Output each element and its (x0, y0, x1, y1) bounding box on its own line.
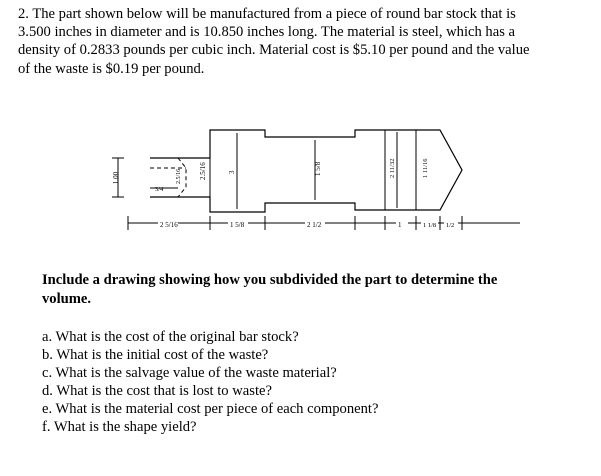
instruction-line: volume. (42, 290, 92, 307)
question-item: a. What is the cost of the original bar stock? (42, 329, 299, 345)
problem-line: of the waste is $0.19 per pound. (18, 60, 205, 77)
problem-line: 3.500 inches in diameter and is 10.850 inches long. The material is steel, which has a (18, 24, 516, 41)
question-item: d. What is the cost that is lost to waste? (42, 382, 272, 399)
dim-right-a: 2 11/32 (389, 158, 396, 178)
question-list (42, 329, 582, 436)
dim-len-3: 2 1/2 (307, 221, 322, 229)
dim-small-dia: 2.5/16 (199, 162, 207, 180)
dim-mid-dia: 1 5/8 (314, 161, 322, 176)
dim-left-height: 1.00 (112, 171, 120, 185)
question-item: f. What is the shape yield? (42, 418, 197, 435)
problem-line: density of 0.2833 pounds per cubic inch. Material cost is $5.10 per pound and the value (18, 42, 530, 59)
instruction-line: Include a drawing showing how you subdivided the part to determine the (42, 272, 498, 288)
part-outline (150, 130, 462, 212)
dim-len-1: 2 5/16 (160, 221, 178, 229)
dim-len-4: 1 (398, 221, 402, 229)
question-item: b. What is the initial cost of the waste? (42, 346, 269, 363)
dim-hole-depth: 3/4 (155, 186, 164, 193)
problem-line: 2. The part shown below will be manufactured from a piece of round bar stock that is (18, 6, 516, 22)
question-item: c. What is the salvage value of the waste material? (42, 364, 337, 381)
dim-len-6: 1/2 (446, 222, 455, 229)
dim-right-b: 1 11/16 (422, 158, 429, 178)
dim-len-2: 1 5/8 (230, 221, 245, 229)
question-item: e. What is the material cost per piece of each component? (42, 400, 379, 417)
instruction-text (42, 271, 582, 308)
dim-big-dia: 3 (228, 170, 236, 174)
dim-len-5: 1 1/8 (423, 222, 437, 229)
dim-hole-dia: 2.5/16 (176, 168, 182, 184)
